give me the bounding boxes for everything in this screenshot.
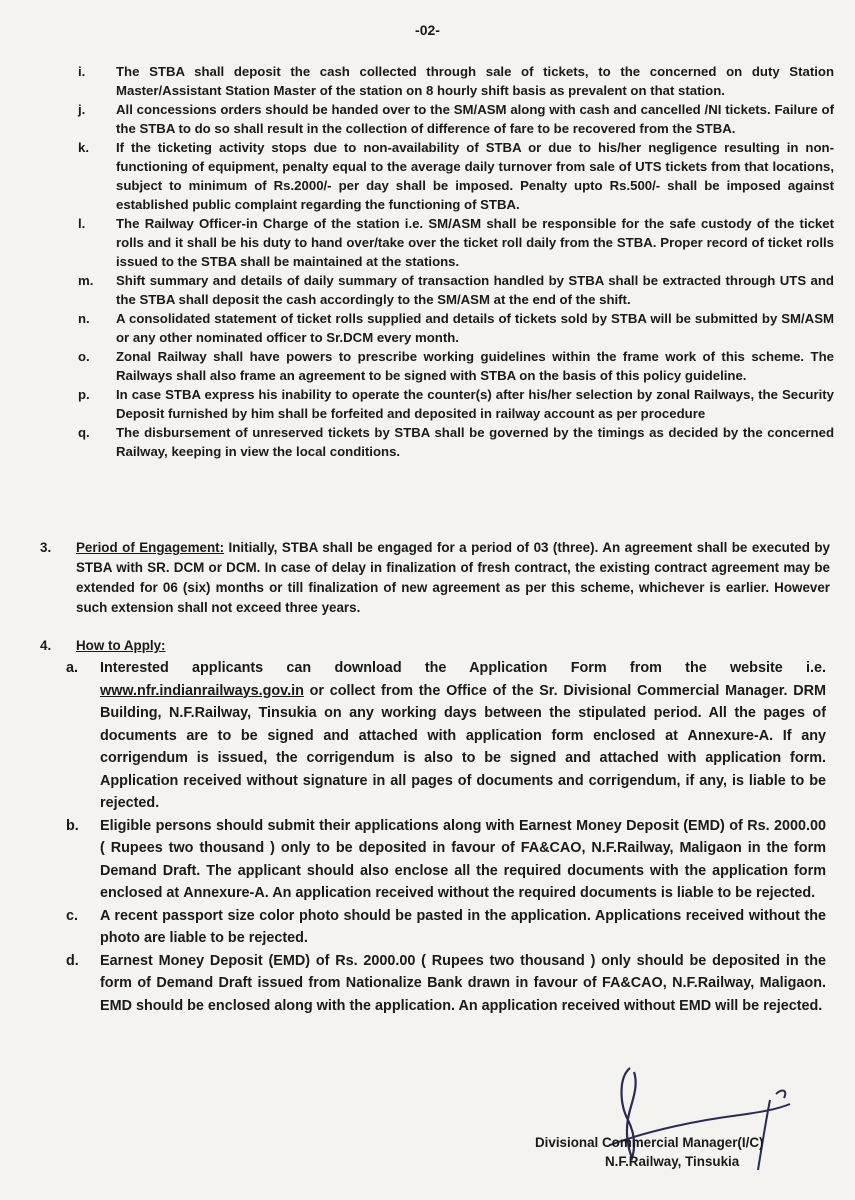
signatory-designation: Divisional Commercial Manager(I/C)	[535, 1135, 764, 1150]
section-text: Initially, STBA shall be engaged for a period of 03 (three). An agreement shall be executed by STBA with SR. DCM or DCM. In case of delay in finalization of fresh contract, the existing contract agreement may be extended for 06 (six) months or till finalization of new agreement as per this scheme, whichever is earlier. However such extension shall not exceed three years.	[76, 540, 830, 615]
section-number: 3.	[40, 540, 52, 555]
list-item: c. A recent passport size color photo should be pasted in the application. Applications received without the photo are liable to be rejected.	[66, 907, 826, 946]
list-item: a. Interested applicants can download the Application Form from the website i.e. www.nfr.indianrailways.gov.in or collect from the Office of the Sr. Divisional Commercial Manager. DRM Building, N.F.Railway, Tinsukia on any working days between the stipulated period. All the pages of documents are to be signed and attached with application form enclosed at Annexure-A. If any corrigendum is issued, the corrigendum is also to be signed and attached with application form. Application received without signature in all pages of documents and corrigendum, if any, is liable to be rejected.	[66, 660, 826, 811]
section-how-to-apply	[40, 636, 830, 656]
page-number: -02-	[415, 22, 440, 38]
signature-block	[535, 1133, 763, 1171]
section-number: 4.	[40, 638, 52, 653]
list-item: i. The STBA shall deposit the cash collected through sale of tickets, to the concerned on duty Station Master/Assistant Station Master of the station on 8 hourly shift basis as prevalent on that station.	[78, 64, 834, 98]
list-item: b. Eligible persons should submit their applications along with Earnest Money Deposit (EMD) of Rs. 2000.00 ( Rupees two thousand ) only to be deposited in favour of FA&CAO, N.F.Railway, Maligaon in the form Demand Draft. The applicant should also enclose all the required documents with the application form enclosed at Annexure-A. An application received without the required documents is liable to be rejected.	[66, 817, 826, 901]
list-item: k. If the ticketing activity stops due to non-availability of STBA or due to his/her negligence resulting in non-functioning of equipment, penalty equal to the average daily turnover from sale of UTS tickets from that locations, subject to minimum of Rs.2000/- per day shall be imposed. Penalty upto Rs.500/- shall be imposed against established public complaint regarding the functioning of STBA.	[78, 140, 834, 212]
conditions-list	[78, 62, 834, 461]
list-item: l. The Railway Officer-in Charge of the station i.e. SM/ASM shall be responsible for the safe custody of the ticket rolls and it shall be his duty to hand over/take over the ticket roll daily from the STBA. Proper record of ticket rolls issued to the STBA shall be maintained at the stations.	[78, 216, 834, 269]
list-item: o. Zonal Railway shall have powers to prescribe working guidelines within the frame work of this scheme. The Railways shall also frame an agreement to be signed with STBA on the basis of this policy guideline.	[78, 349, 834, 383]
list-item: n. A consolidated statement of ticket rolls supplied and details of tickets sold by STBA will be submitted by SM/ASM or any other nominated officer to Sr.DCM every month.	[78, 311, 834, 345]
signatory-office: N.F.Railway, Tinsukia	[605, 1154, 740, 1169]
section-heading: Period of Engagement:	[76, 540, 225, 555]
section-heading: How to Apply:	[76, 638, 166, 653]
how-to-apply-list	[66, 657, 826, 1017]
website-link[interactable]: www.nfr.indianrailways.gov.in	[100, 682, 304, 699]
list-item: q. The disbursement of unreserved tickets by STBA shall be governed by the timings as decided by the concerned Railway, keeping in view the local conditions.	[78, 425, 834, 459]
list-item: p. In case STBA express his inability to operate the counter(s) after his/her selection by zonal Railways, the Security Deposit furnished by him shall be forfeited and deposited in railway account as per procedure	[78, 387, 834, 421]
list-item: d. Earnest Money Deposit (EMD) of Rs. 2000.00 ( Rupees two thousand ) only should be deposited in the form of Demand Draft issued from Nationalize Bank drawn in favour of FA&CAO, N.F.Railway, Maligaon. EMD should be enclosed along with the application. An application received without EMD will be rejected.	[66, 952, 826, 1014]
section-period-of-engagement	[40, 538, 830, 618]
list-item: m. Shift summary and details of daily summary of transaction handled by STBA shall be extracted through UTS and the STBA shall deposit the cash accordingly to the SM/ASM at the end of the shift.	[78, 273, 834, 307]
list-item: j. All concessions orders should be handed over to the SM/ASM along with cash and cancelled /NI tickets. Failure of the STBA to do so shall result in the collection of difference of fare to be recovered from the STBA.	[78, 102, 834, 136]
